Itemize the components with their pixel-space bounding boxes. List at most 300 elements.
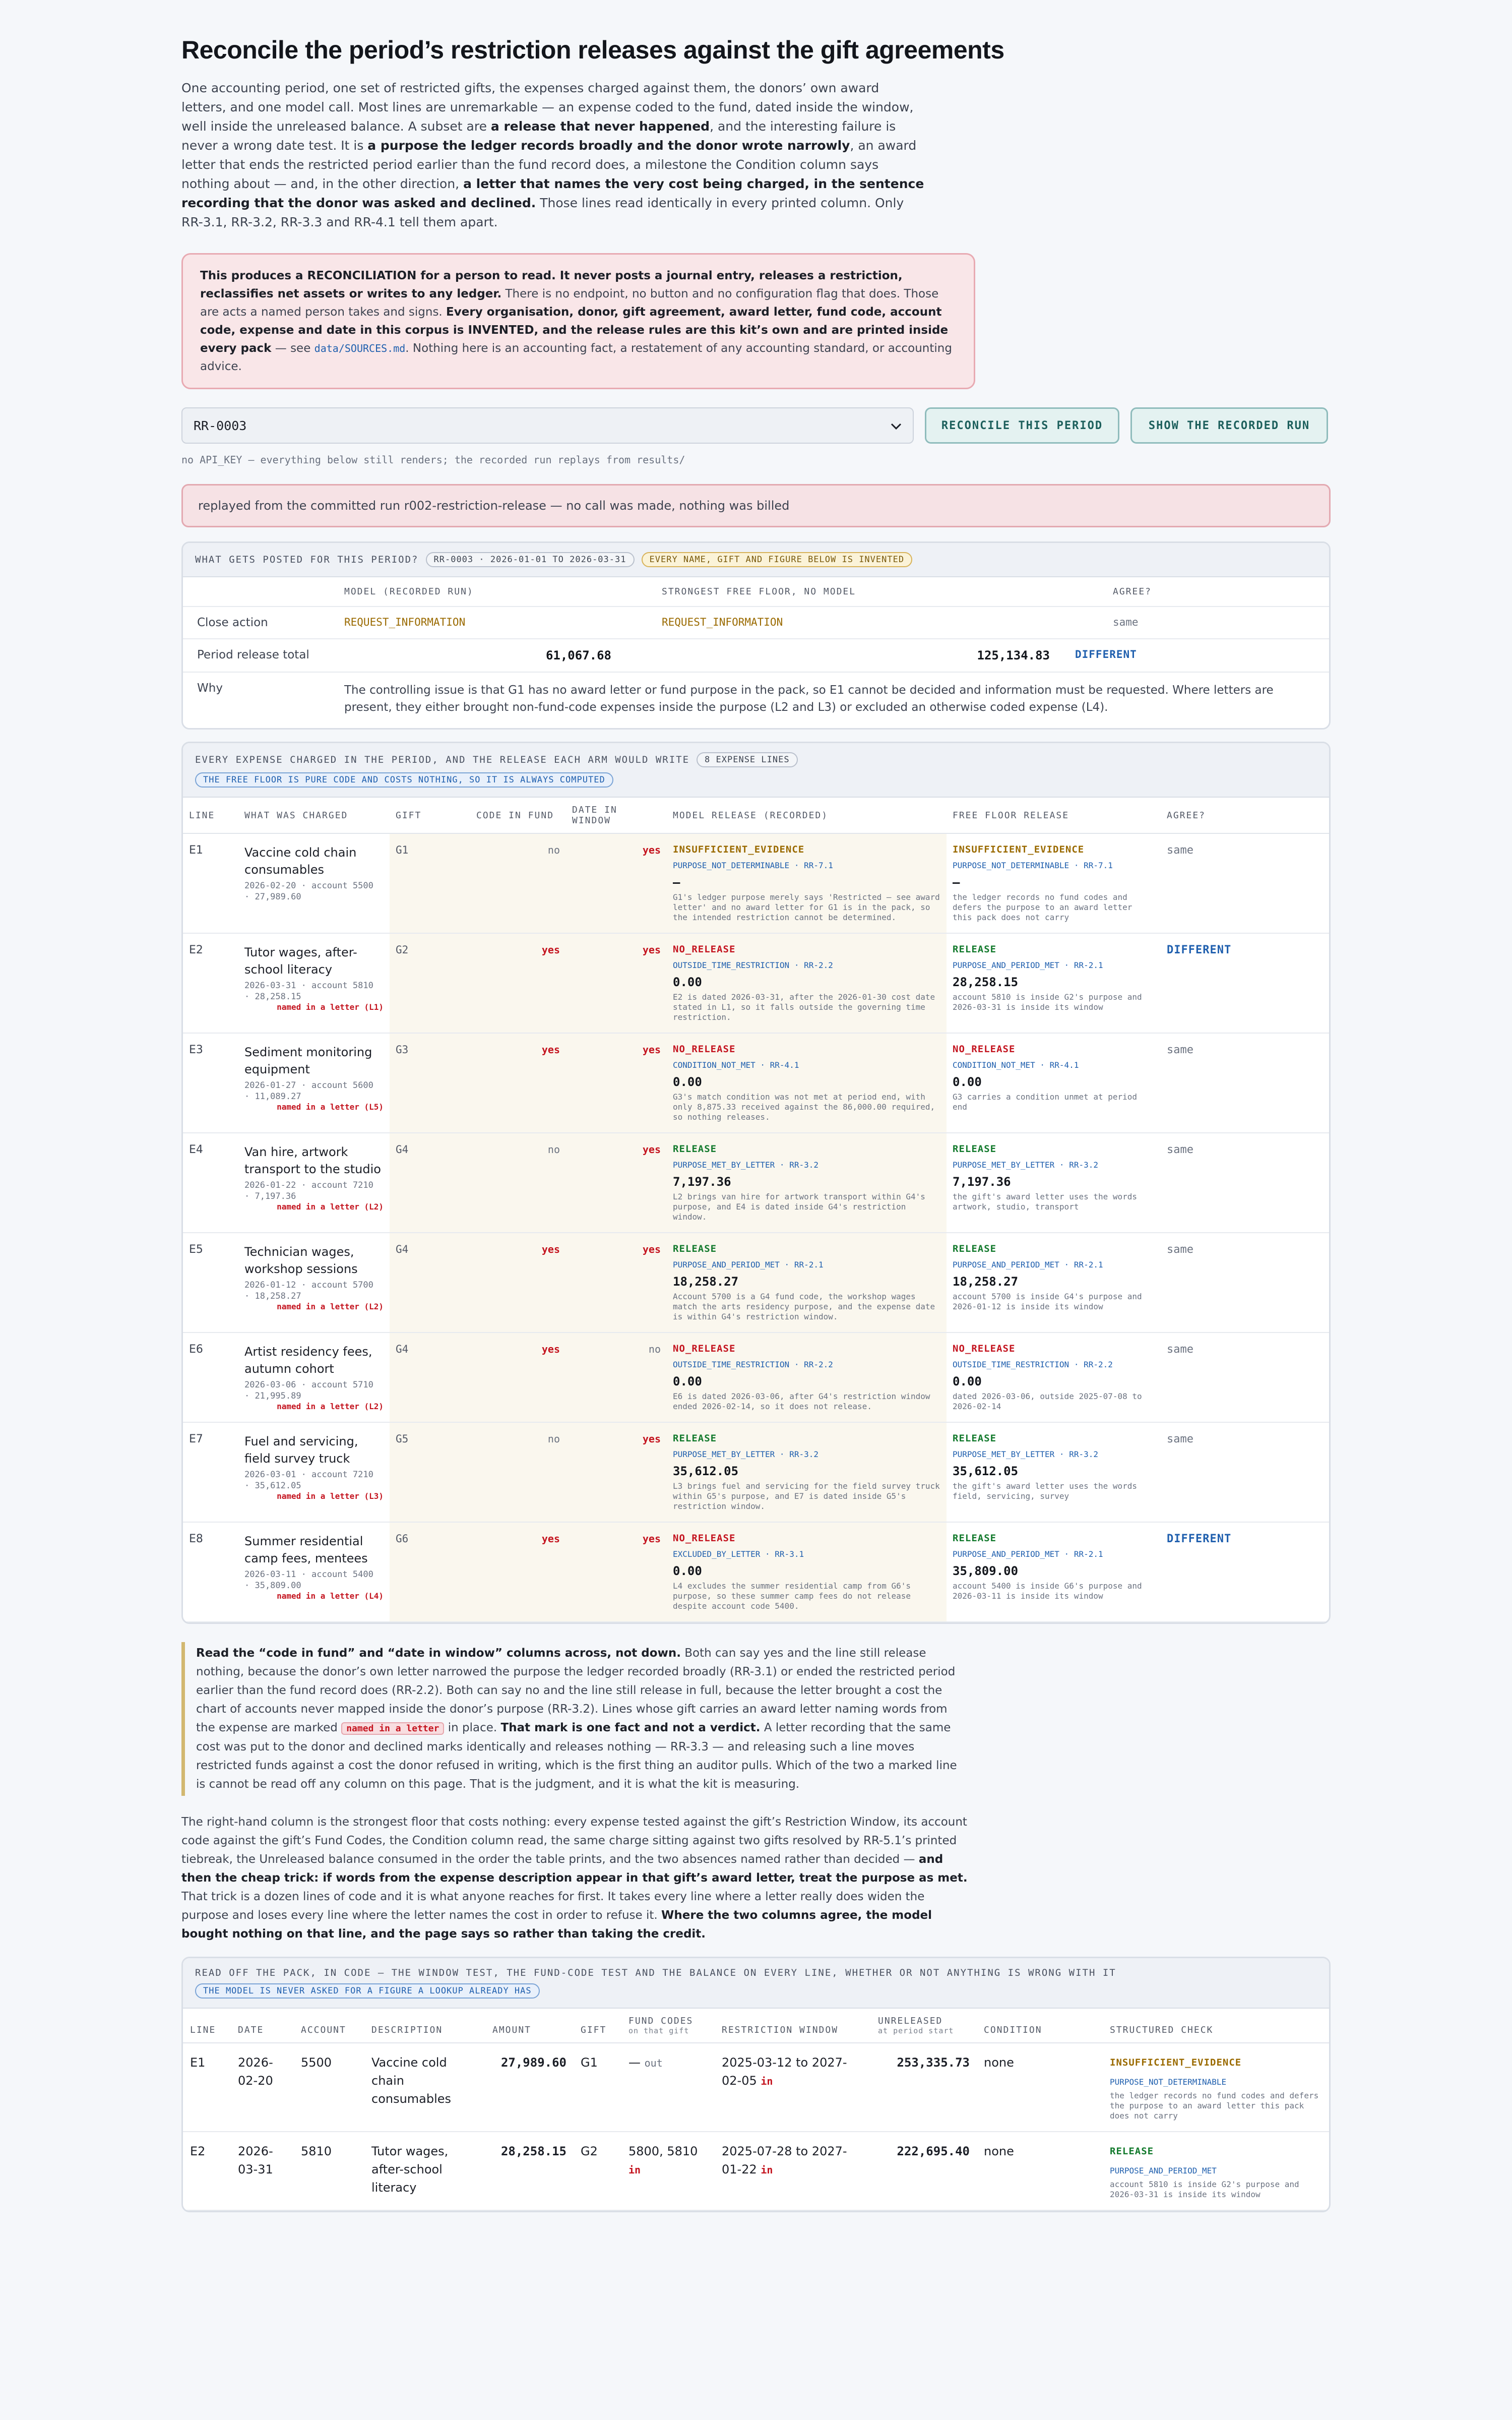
- model-verdict: RELEASE: [673, 1243, 717, 1254]
- pack-fund-codes: [621, 2043, 715, 2132]
- window-flag: in: [761, 2075, 773, 2087]
- agree-value: DIFFERENT: [1167, 1533, 1232, 1545]
- floor-amount: 35,612.05: [953, 1464, 1019, 1478]
- intro-bold-1: a release that never happened: [490, 119, 710, 134]
- model-explanation: E2 is dated 2026-03-31, after the 2026-01-30 cost date stated in L1, so it falls outside the governing time restriction.: [673, 992, 935, 1022]
- named-in-letter-mark: named in a letter (L2): [277, 1402, 384, 1411]
- pack-col-4: [485, 2009, 574, 2043]
- col-agree: AGREE?: [1113, 586, 1152, 597]
- floor-release-cell: [947, 1233, 1161, 1333]
- floor-amount: 35,809.00: [953, 1564, 1019, 1578]
- floor-amount: 18,258.27: [953, 1275, 1019, 1289]
- model-amount: 0.00: [673, 1564, 702, 1578]
- model-rule: PURPOSE_MET_BY_LETTER · RR-3.2: [673, 1160, 818, 1170]
- table-row: [183, 1522, 1329, 1622]
- expense-description: Technician wages, workshop sessions: [244, 1245, 358, 1276]
- summary-card: [181, 541, 1331, 730]
- date-in-window: yes: [566, 1033, 667, 1133]
- model-release-cell: [667, 1333, 947, 1422]
- model-release-cell: [667, 1522, 947, 1622]
- gift-cell: [390, 1133, 470, 1233]
- model-rule: OUTSIDE_TIME_RESTRICTION · RR-2.2: [673, 960, 833, 970]
- agree-cell: [1161, 1333, 1329, 1422]
- expenses-table: [183, 798, 1329, 1622]
- agree-cell: [1161, 1422, 1329, 1522]
- named-in-letter-mark: named in a letter (L2): [277, 1202, 384, 1212]
- agree-value: same: [1167, 1433, 1193, 1445]
- gift-cell: [390, 1522, 470, 1622]
- pack-col-label: CONDITION: [984, 2025, 1042, 2035]
- table-row: [183, 1133, 1329, 1233]
- date-in-window: yes: [566, 1522, 667, 1622]
- named-in-letter-mark: named in a letter (L1): [277, 1002, 384, 1012]
- floor-amount: 0.00: [953, 1374, 982, 1388]
- expenses-col-2: GIFT: [390, 798, 470, 833]
- floor-explanation: the gift's award letter uses the words artwork, studio, transport: [953, 1192, 1138, 1212]
- reconcile-button[interactable]: RECONCILE THIS PERIOD: [925, 407, 1119, 444]
- expense-meta: 2026-01-27 · account 5600 · 11,089.27: [244, 1080, 373, 1102]
- floor-rule: PURPOSE_AND_PERIOD_MET · RR-2.1: [953, 1260, 1103, 1269]
- pack-header: [183, 1958, 1329, 2009]
- callout-bold-4: That mark is one fact and not a verdict.: [500, 1721, 761, 1734]
- why-text: The controlling issue is that G1 has no award letter or fund purpose in the pack, so E1 cannot be decided and information must be requested. Where letters are present, they either brought non-fund-code expenses inside the purpose (L2 and L3) or excluded an otherwise coded expense (L4).: [344, 684, 1274, 714]
- model-rule: PURPOSE_AND_PERIOD_MET · RR-2.1: [673, 1260, 824, 1269]
- floor-rule: PURPOSE_AND_PERIOD_MET · RR-2.1: [953, 1549, 1103, 1559]
- expenses-col-4: DATE IN WINDOW: [566, 798, 667, 833]
- table-row: [183, 2132, 1330, 2210]
- warning-bold-0: This produces a RECONCILIATION for a person to read. It never posts a journal entry, releases a restriction, reclassifies net assets or writes to any ledger.: [200, 269, 903, 300]
- floor-rule: PURPOSE_AND_PERIOD_MET · RR-2.1: [953, 960, 1103, 970]
- intro-bold-5: a letter that names the very cost being charged, in the sentence recording that the donor was asked and declined.: [181, 176, 924, 210]
- model-verdict: NO_RELEASE: [673, 1044, 736, 1055]
- gift-cell: [390, 1422, 470, 1522]
- gift-id: G6: [396, 1533, 409, 1545]
- model-amount: 0.00: [673, 1075, 702, 1089]
- table-row: [183, 1422, 1329, 1522]
- pack-amount: 28,258.15: [485, 2132, 574, 2210]
- gift-id: G5: [396, 1433, 409, 1445]
- code-in-fund: yes: [470, 1333, 566, 1422]
- line-id: E1: [183, 833, 238, 933]
- intro-bold-3: a purpose the ledger records broadly and the donor wrote narrowly: [367, 138, 850, 153]
- expense-meta: 2026-03-31 · account 5810 · 28,258.15: [244, 981, 373, 1002]
- callout-text-1: Both can say yes and the line still release nothing, because the donor’s own letter narrowed the purpose the ledger recorded broadly (RR-3.1) or ended the restricted period earlier than the fund record does (RR-2.2). Both can say no and the line still release in full, because the letter brought a cost the chart of accounts never mapped inside the donor’s purpose (RR-3.2). Lines whose gift carries an award letter naming words from the expense are marked: [196, 1647, 956, 1734]
- pack-col-2: [294, 2009, 364, 2043]
- floor-release-cell: [947, 933, 1161, 1033]
- floor-verdict: INSUFFICIENT_EVIDENCE: [953, 844, 1085, 855]
- agree-value: same: [1167, 1044, 1193, 1056]
- floor-release-cell: [947, 1522, 1161, 1622]
- model-verdict: NO_RELEASE: [673, 1343, 736, 1354]
- floor-explanation: the gift's award letter uses the words field, servicing, survey: [953, 1481, 1138, 1501]
- expense-cell: [238, 1422, 390, 1522]
- expenses-col-5: MODEL RELEASE (RECORDED): [667, 798, 947, 833]
- model-rule: PURPOSE_NOT_DETERMINABLE · RR-7.1: [673, 861, 833, 870]
- line-id: E4: [183, 1133, 238, 1233]
- summary-header-row: [183, 577, 1329, 607]
- model-release-cell: [667, 1133, 947, 1233]
- expenses-col-6: FREE FLOOR RELEASE: [947, 798, 1161, 833]
- floor-verdict: RELEASE: [953, 1433, 997, 1444]
- pack-col-label: UNRELEASED: [878, 2016, 943, 2026]
- pack-heading: READ OFF THE PACK, IN CODE — THE WINDOW TEST, THE FUND-CODE TEST AND THE BALANCE ON EVERY LINE, WHETHER OR NOT ANYTHING IS WRONG WITH IT: [195, 1967, 1116, 1978]
- model-release-cell: [667, 1422, 947, 1522]
- code-in-fund: yes: [470, 1033, 566, 1133]
- line-id: E6: [183, 1333, 238, 1422]
- pack-col-1: [231, 2009, 294, 2043]
- model-amount: 7,197.36: [673, 1175, 731, 1189]
- intro-text-4: , an award letter that ends the restricted period earlier than the fund record does, a milestone the Condition column says nothing about — and, in the other direction,: [181, 138, 917, 191]
- expense-cell: [238, 1033, 390, 1133]
- period-chip: RR-0003 · 2026-01-01 TO 2026-03-31: [426, 552, 635, 567]
- page-title: Reconcile the period’s restriction releases against the gift agreements: [181, 36, 1004, 64]
- floor-amount: 7,197.36: [953, 1175, 1011, 1189]
- pack-col-7: [715, 2009, 871, 2043]
- release-total-agree: DIFFERENT: [1075, 648, 1137, 660]
- sources-link[interactable]: data/SOURCES.md: [314, 342, 406, 354]
- agree-cell: [1161, 833, 1329, 933]
- model-amount: 0.00: [673, 1374, 702, 1388]
- floor-release-cell: [947, 1333, 1161, 1422]
- floor-rule: OUTSIDE_TIME_RESTRICTION · RR-2.2: [953, 1360, 1113, 1369]
- close-action-row: [183, 607, 1329, 639]
- code-in-fund: yes: [470, 933, 566, 1033]
- pack-col-label: FUND CODES: [628, 2016, 694, 2026]
- pack-gift: G2: [574, 2132, 621, 2210]
- close-action-model: REQUEST_INFORMATION: [344, 616, 466, 628]
- gift-id: G4: [396, 1143, 409, 1156]
- agree-cell: [1161, 1522, 1329, 1622]
- floor-explanation: account 5810 is inside G2's purpose and 2026-03-31 is inside its window: [953, 992, 1142, 1012]
- model-release-cell: [667, 1033, 947, 1133]
- floor-release-cell: [947, 1033, 1161, 1133]
- floor-release-cell: [947, 1133, 1161, 1233]
- pack-description: Tutor wages, after-school literacy: [364, 2132, 485, 2210]
- floor-explanation: G3 carries a condition unmet at period end: [953, 1092, 1138, 1112]
- pack-line: E2: [183, 2132, 231, 2210]
- floor-verdict: RELEASE: [953, 1243, 997, 1254]
- floor-rule: PURPOSE_MET_BY_LETTER · RR-3.2: [953, 1449, 1098, 1459]
- pack-account: 5500: [294, 2043, 364, 2132]
- named-in-letter-mark: named in a letter (L2): [277, 1302, 384, 1311]
- model-verdict: NO_RELEASE: [673, 1533, 736, 1544]
- pack-col-8: [871, 2009, 977, 2043]
- floor-verdict: NO_RELEASE: [953, 1343, 1016, 1354]
- code-in-fund: yes: [470, 1233, 566, 1333]
- date-in-window: yes: [566, 1422, 667, 1522]
- close-action-label: Close action: [197, 616, 268, 629]
- expenses-card: [181, 742, 1331, 1624]
- pack-card: [181, 1957, 1331, 2212]
- model-rule: OUTSIDE_TIME_RESTRICTION · RR-2.2: [673, 1360, 833, 1369]
- check-explanation: account 5810 is inside G2's purpose and 2026-03-31 is inside its window: [1110, 2180, 1299, 2199]
- why-label: Why: [197, 682, 223, 695]
- expense-cell: [238, 1333, 390, 1422]
- pack-col-label: STRUCTURED CHECK: [1110, 2025, 1214, 2035]
- table-row: [183, 1033, 1329, 1133]
- pack-col-5: [574, 2009, 621, 2043]
- replay-note: replayed from the committed run r002-restriction-release — no call was made, nothing was billed: [181, 484, 1331, 527]
- expense-cell: [238, 933, 390, 1033]
- expenses-heading: EVERY EXPENSE CHARGED IN THE PERIOD, AND THE RELEASE EACH ARM WOULD WRITE: [195, 754, 690, 765]
- pack-fund-codes: [621, 2132, 715, 2210]
- expense-meta: 2026-01-22 · account 7210 · 7,197.36: [244, 1180, 373, 1201]
- fund-flag: out: [644, 2057, 663, 2069]
- table-row: [183, 833, 1329, 933]
- pack-col-label: ACCOUNT: [301, 2025, 346, 2035]
- line-id: E2: [183, 933, 238, 1033]
- check-rule: PURPOSE_AND_PERIOD_MET: [1110, 2166, 1217, 2175]
- agree-value: same: [1167, 1143, 1193, 1156]
- release-total-row: [183, 639, 1329, 673]
- invented-chip: EVERY NAME, GIFT AND FIGURE BELOW IS INVENTED: [642, 552, 913, 567]
- expense-meta: 2026-03-11 · account 5400 · 35,809.00: [244, 1569, 373, 1591]
- expense-description: Sediment monitoring equipment: [244, 1045, 372, 1076]
- pack-col-label: LINE: [190, 2025, 216, 2035]
- col-model: MODEL (RECORDED RUN): [344, 586, 474, 597]
- date-in-window: yes: [566, 833, 667, 933]
- pack-col-9: [977, 2009, 1103, 2043]
- line-id: E3: [183, 1033, 238, 1133]
- release-total-floor: 125,134.83: [977, 648, 1050, 662]
- agree-cell: [1161, 933, 1329, 1033]
- line-id: E8: [183, 1522, 238, 1622]
- expense-meta: 2026-03-06 · account 5710 · 21,995.89: [244, 1380, 373, 1401]
- col-floor: STRONGEST FREE FLOOR, NO MODEL: [662, 586, 856, 597]
- model-verdict: RELEASE: [673, 1143, 717, 1155]
- intro-paragraph: [181, 79, 927, 232]
- expense-cell: [238, 1522, 390, 1622]
- expense-meta: 2026-01-12 · account 5700 · 18,258.27: [244, 1280, 373, 1301]
- model-explanation: L3 brings fuel and servicing for the field survey truck within G5's purpose, and E7 is dated inside G5's restriction window.: [673, 1481, 940, 1511]
- code-in-fund: no: [470, 1133, 566, 1233]
- free-floor-chip: THE FREE FLOOR IS PURE CODE AND COSTS NOTHING, SO IT IS ALWAYS COMPUTED: [195, 772, 613, 788]
- floor_para-bold-1: and then the cheap trick: if words from the expense description appear in that gift’s award letter, treat the purpose as met.: [181, 1853, 968, 1885]
- expense-cell: [238, 833, 390, 933]
- named-in-letter-mark: named in a letter (L3): [277, 1491, 384, 1501]
- line-id: E5: [183, 1233, 238, 1333]
- floor-explanation: dated 2026-03-06, outside 2025-07-08 to 2026-02-14: [953, 1392, 1142, 1411]
- release-total-model: 61,067.68: [545, 648, 611, 662]
- chevron-down-icon: [891, 418, 902, 433]
- table-row: [183, 2043, 1330, 2132]
- agree-value: same: [1167, 1343, 1193, 1356]
- warning-text-5: . Nothing here is an accounting fact, a restatement of any accounting standard, or accounting advice.: [200, 342, 952, 373]
- close-action-floor: REQUEST_INFORMATION: [662, 616, 783, 628]
- floor_para-text-0: The right-hand column is the strongest floor that costs nothing: every expense tested against the gift’s Restriction Window, its account code against the gift’s Fund Codes, the Condition column read, the same charge sitting against two gifts resolved by RR-5.1’s printed tiebreak, the Unreleased balance consumed in the order the table prints, and the two absences named rather than decided —: [181, 1816, 967, 1866]
- named-in-letter-mark: named in a letter (L5): [277, 1102, 384, 1112]
- model-amount: —: [673, 875, 680, 889]
- expense-description: Fuel and servicing, field survey truck: [244, 1434, 358, 1466]
- structured-check: [1103, 2043, 1330, 2132]
- floor-rule: PURPOSE_MET_BY_LETTER · RR-3.2: [953, 1160, 1098, 1170]
- why-row: [183, 673, 1329, 728]
- callout-bold-0: Read the “code in fund” and “date in window” columns across, not down.: [196, 1647, 681, 1660]
- agree-value: same: [1167, 1243, 1193, 1256]
- fund-codes-value: 5800, 5810: [628, 2144, 698, 2158]
- table-row: [183, 1333, 1329, 1422]
- model-amount: 0.00: [673, 975, 702, 989]
- floor-explanation: account 5700 is inside G4's purpose and 2026-01-12 is inside its window: [953, 1292, 1142, 1311]
- model-explanation: E6 is dated 2026-03-06, after G4's restriction window ended 2026-02-14, so it does not release.: [673, 1392, 930, 1411]
- gift-id: G2: [396, 944, 409, 956]
- agree-value: DIFFERENT: [1167, 944, 1232, 956]
- check-explanation: the ledger records no fund codes and defers the purpose to an award letter this pack does not carry: [1110, 2091, 1319, 2121]
- floor-amount: 28,258.15: [953, 975, 1019, 989]
- floor-explanation: account 5400 is inside G6's purpose and 2026-03-11 is inside its window: [953, 1581, 1142, 1601]
- gift-id: G3: [396, 1044, 409, 1056]
- pack-account: 5810: [294, 2132, 364, 2210]
- pack-col-label: DESCRIPTION: [371, 2025, 443, 2035]
- floor-verdict: RELEASE: [953, 1143, 997, 1155]
- summary-header: [183, 543, 1329, 577]
- gift-cell: [390, 933, 470, 1033]
- window-flag: in: [761, 2164, 773, 2176]
- floor-release-cell: [947, 833, 1161, 933]
- agree-cell: [1161, 1233, 1329, 1333]
- expense-count-chip: 8 EXPENSE LINES: [697, 752, 798, 767]
- floor-explanation: the ledger records no fund codes and defers the purpose to an award letter this pack does not carry: [953, 892, 1132, 922]
- page: [181, 35, 1331, 2212]
- pack-unreleased: 253,335.73: [871, 2043, 977, 2132]
- expense-description: Van hire, artwork transport to the studio: [244, 1145, 381, 1176]
- expense-description: Artist residency fees, autumn cohort: [244, 1345, 372, 1376]
- intro-text-6: Those lines read identically in every printed column. Only RR-3.1, RR-3.2, RR-3.3 and RR-4.1 tell them apart.: [181, 196, 904, 229]
- floor-rule: CONDITION_NOT_MET · RR-4.1: [953, 1060, 1079, 1070]
- summary-heading: WHAT GETS POSTED FOR THIS PERIOD?: [195, 554, 419, 565]
- fund-codes-value: —: [628, 2055, 641, 2070]
- pack-line: E1: [183, 2043, 231, 2132]
- table-row: [183, 1233, 1329, 1333]
- floor-verdict: RELEASE: [953, 1533, 997, 1544]
- model-rule: PURPOSE_MET_BY_LETTER · RR-3.2: [673, 1449, 818, 1459]
- gift-cell: [390, 1033, 470, 1133]
- pack-gift: G1: [574, 2043, 621, 2132]
- pack-window: [715, 2043, 871, 2132]
- period-select[interactable]: [181, 407, 914, 444]
- model-release-cell: [667, 833, 947, 933]
- free-floor-paragraph: [181, 1813, 968, 1944]
- floor-rule: PURPOSE_NOT_DETERMINABLE · RR-7.1: [953, 861, 1113, 870]
- fund-flag: in: [628, 2164, 641, 2176]
- agree-value: same: [1167, 844, 1193, 857]
- pack-date: 2026-02-20: [231, 2043, 294, 2132]
- expense-meta: 2026-03-01 · account 7210 · 35,612.05: [244, 1470, 373, 1491]
- model-amount: 35,612.05: [673, 1464, 739, 1478]
- date-in-window: yes: [566, 1233, 667, 1333]
- show-recorded-run-button[interactable]: SHOW THE RECORDED RUN: [1130, 407, 1328, 444]
- expense-description: Summer residential camp fees, mentees: [244, 1534, 368, 1565]
- warning-bold-2: Every organisation, donor, gift agreement, award letter, fund code, account code, expense and date in this corpus is INVENTED, and the release rules are this kit’s own and are printed inside every pack: [200, 306, 949, 355]
- pack-col-0: [183, 2009, 231, 2043]
- pack-condition: none: [977, 2043, 1103, 2132]
- check-verdict: INSUFFICIENT_EVIDENCE: [1110, 2057, 1242, 2068]
- model-rule: CONDITION_NOT_MET · RR-4.1: [673, 1060, 799, 1070]
- line-id: E7: [183, 1422, 238, 1522]
- gift-id: G1: [396, 844, 409, 856]
- floor-release-cell: [947, 1422, 1161, 1522]
- floor-verdict: NO_RELEASE: [953, 1044, 1016, 1055]
- model-explanation: Account 5700 is a G4 fund code, the workshop wages match the arts residency purpose, and the expense date is within G4's restriction window.: [673, 1292, 935, 1321]
- code-in-fund: no: [470, 1422, 566, 1522]
- structured-check: [1103, 2132, 1330, 2210]
- gift-id: G4: [396, 1243, 409, 1255]
- expense-description: Tutor wages, after-school literacy: [244, 945, 357, 977]
- agree-cell: [1161, 1033, 1329, 1133]
- check-verdict: RELEASE: [1110, 2146, 1154, 2157]
- expenses-col-3: CODE IN FUND: [470, 798, 566, 833]
- pack-col-3: [364, 2009, 485, 2043]
- window-value: 2025-03-12 to 2027-02-05: [722, 2055, 847, 2088]
- named-in-letter-tag: named in a letter: [341, 1722, 444, 1735]
- controls-bar: [181, 407, 1331, 444]
- columns-callout: [181, 1642, 958, 1796]
- pack-unreleased: 222,695.40: [871, 2132, 977, 2210]
- floor_para-bold-3: Where the two columns agree, the model bought nothing on that line, and the page says so rather than taking the credit.: [181, 1909, 932, 1941]
- model-release-cell: [667, 933, 947, 1033]
- pack-condition: none: [977, 2132, 1103, 2210]
- expenses-header: [183, 743, 1329, 798]
- pack-col-label: RESTRICTION WINDOW: [722, 2025, 839, 2035]
- model-rule: EXCLUDED_BY_LETTER · RR-3.1: [673, 1549, 804, 1559]
- expenses-col-1: WHAT WAS CHARGED: [238, 798, 390, 833]
- floor-amount: 0.00: [953, 1075, 982, 1089]
- api-key-hint: no API_KEY — everything below still renders; the recorded run replays from results/: [181, 454, 685, 466]
- agree-cell: [1161, 1133, 1329, 1233]
- expense-meta: 2026-02-20 · account 5500 · 27,989.60: [244, 881, 373, 902]
- gift-cell: [390, 833, 470, 933]
- check-rule: PURPOSE_NOT_DETERMINABLE: [1110, 2077, 1227, 2087]
- date-in-window: yes: [566, 933, 667, 1033]
- pack-col-sub: at period start: [878, 2026, 954, 2035]
- pack-description: Vaccine cold chain consumables: [364, 2043, 485, 2132]
- pack-col-sub: on that gift: [628, 2026, 689, 2035]
- gift-id: G4: [396, 1343, 409, 1355]
- expense-description: Vaccine cold chain consumables: [244, 845, 357, 877]
- pack-table: [183, 2009, 1330, 2211]
- date-in-window: no: [566, 1333, 667, 1422]
- pack-col-label: DATE: [238, 2025, 264, 2035]
- gift-cell: [390, 1333, 470, 1422]
- model-verdict: INSUFFICIENT_EVIDENCE: [673, 844, 805, 855]
- intro-text-0: One accounting period, one set of restricted gifts, the expenses charged against them, the donors’ own award letters, and one model call. Most lines are unremarkable — an expense coded to the fund, dated inside the window, well inside the unreleased balance. A subset are: [181, 81, 914, 134]
- window-value: 2025-07-28 to 2027-01-22: [722, 2144, 847, 2176]
- model-verdict: NO_RELEASE: [673, 944, 736, 955]
- pack-chip: THE MODEL IS NEVER ASKED FOR A FIGURE A LOOKUP ALREADY HAS: [195, 1983, 540, 1999]
- model-release-cell: [667, 1233, 947, 1333]
- model-explanation: G3's match condition was not met at period end, with only 8,875.33 received against the 86,000.00 required, so nothing releases.: [673, 1092, 935, 1122]
- warning-text-1: There is no endpoint, no button and no configuration flag that does. Those are acts a named person takes and signs.: [200, 287, 939, 319]
- close-action-agree: same: [1113, 616, 1139, 628]
- warning-text-3: — see: [271, 342, 314, 355]
- named-in-letter-mark: named in a letter (L4): [277, 1591, 384, 1601]
- pack-col-10: [1103, 2009, 1330, 2043]
- gift-cell: [390, 1233, 470, 1333]
- expenses-col-7: AGREE?: [1161, 798, 1329, 833]
- disclaimer-box: [181, 253, 975, 389]
- model-amount: 18,258.27: [673, 1275, 739, 1289]
- model-verdict: RELEASE: [673, 1433, 717, 1444]
- release-total-label: Period release total: [197, 648, 309, 661]
- floor-verdict: RELEASE: [953, 944, 997, 955]
- pack-date: 2026-03-31: [231, 2132, 294, 2210]
- pack-window: [715, 2132, 871, 2210]
- expense-cell: [238, 1133, 390, 1233]
- floor-amount: —: [953, 875, 960, 889]
- code-in-fund: no: [470, 833, 566, 933]
- expense-cell: [238, 1233, 390, 1333]
- pack-amount: 27,989.60: [485, 2043, 574, 2132]
